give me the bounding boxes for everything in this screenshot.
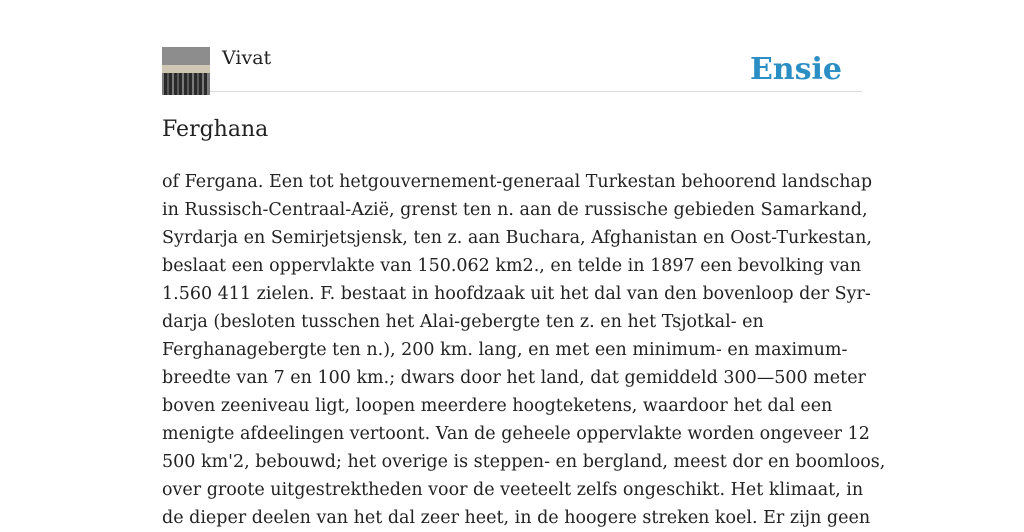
body-line: beslaat een oppervlakte van 150.062 km2., en telde in 1897 een bevolking van — [162, 256, 862, 276]
avatar[interactable] — [162, 47, 210, 95]
body-line: 1.560 411 zielen. F. bestaat in hoofdzaak uit het dal van den bovenloop der Syr- — [162, 284, 871, 304]
body-line: 500 km'2, bebouwd; het overige is steppen- en bergland, meest dor en boomloos, — [162, 452, 886, 472]
author-name[interactable]: Vivat — [222, 47, 272, 69]
body-line: of Fergana. Een tot hetgouvernement-generaal Turkestan behoorend landschap — [162, 172, 873, 192]
body-line: menigte afdeelingen vertoont. Van de geheele oppervlakte worden ongeveer 12 — [162, 424, 870, 444]
body-line: Ferghanagebergte ten n.), 200 km. lang, en met een minimum- en maximum- — [162, 340, 848, 360]
article-body — [162, 168, 886, 532]
body-line: breedte van 7 en 100 km.; dwars door het land, dat gemiddeld 300—500 meter — [162, 368, 866, 388]
article-title: Ferghana — [162, 117, 269, 142]
ridge-avatar-icon — [162, 47, 210, 95]
brand-logo-link[interactable]: Ensie — [749, 52, 842, 87]
body-line: over groote uitgestrektheden voor de veeteelt zelfs ongeschikt. Het klimaat, in — [162, 480, 864, 500]
body-line: in Russisch-Centraal-Azië, grenst ten n. aan de russische gebieden Samarkand, — [162, 200, 868, 220]
body-line: darja (besloten tusschen het Alai-gebergte ten z. en het Tsjotkal- en — [162, 312, 764, 332]
site-header — [162, 47, 862, 92]
body-line: boven zeeniveau ligt, loopen meerdere hoogteketens, waardoor het dal een — [162, 396, 833, 416]
body-line: de dieper deelen van het dal zeer heet, in de hoogere streken koel. Er zijn geen — [162, 508, 871, 528]
body-line: Syrdarja en Semirjetsjensk, ten z. aan Buchara, Afghanistan en Oost-Turkestan, — [162, 228, 872, 248]
